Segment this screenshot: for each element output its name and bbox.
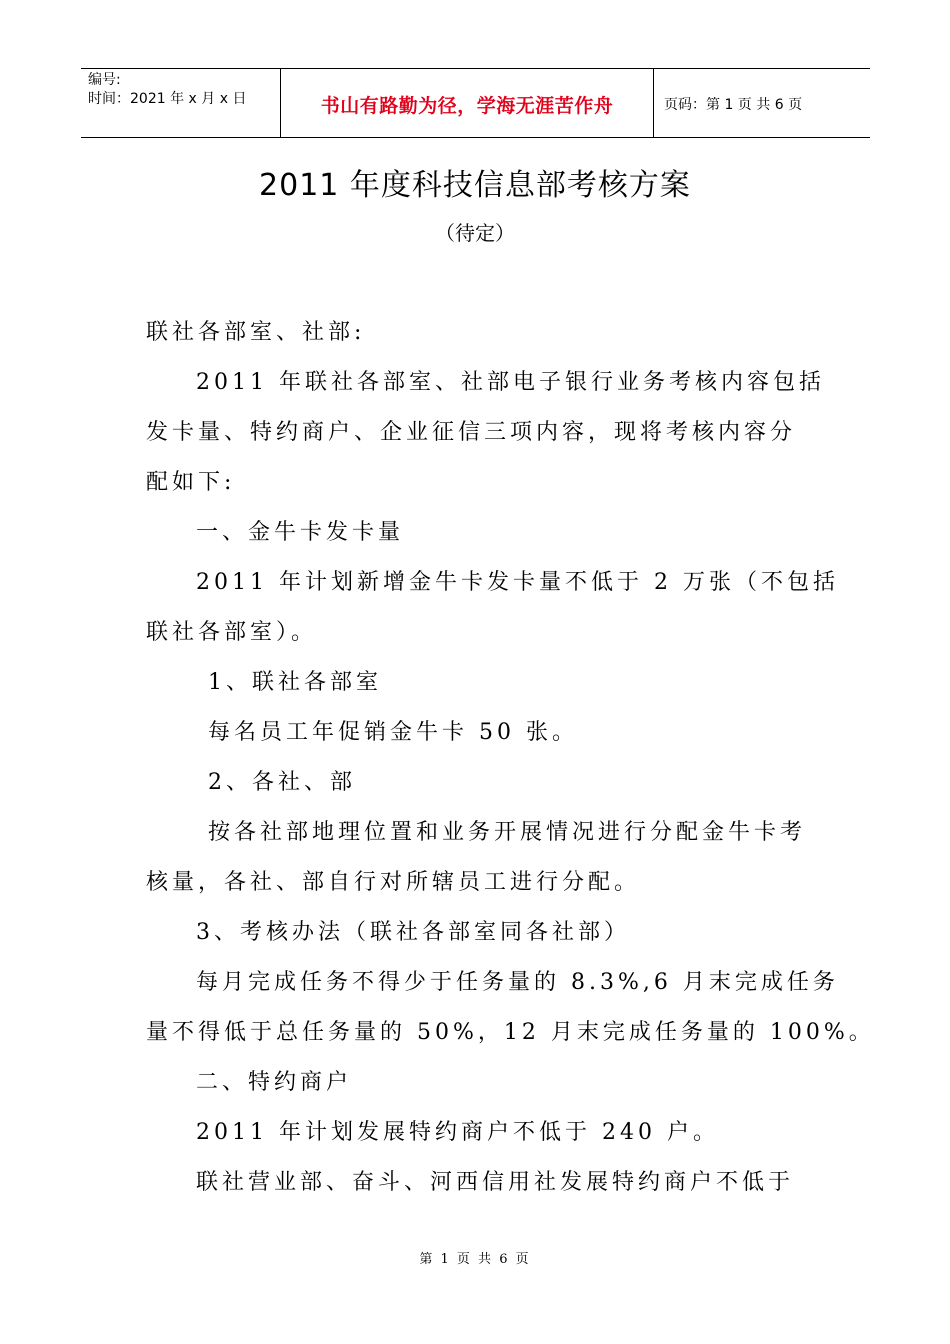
body-line: 联社各部室）。: [146, 620, 318, 645]
serial-number-label: 编号:: [88, 72, 121, 88]
body-line: 按各社部地理位置和业务开展情况进行分配金牛卡考: [208, 820, 807, 845]
subsection-heading: 2、各社、部: [208, 770, 356, 795]
document-subtitle: （待定）: [435, 221, 515, 245]
header-info-cell: [81, 69, 281, 137]
header-page-cell: [654, 69, 870, 137]
subsection-heading: 1、联社各部室: [208, 670, 382, 695]
document-title: 2011 年度科技信息部考核方案: [259, 168, 691, 203]
body-line: 2011 年联社各部室、社部电子银行业务考核内容包括: [196, 370, 825, 395]
body-line: 2011 年计划新增金牛卡发卡量不低于 2 万张（不包括: [196, 570, 839, 595]
body-line: 发卡量、特约商户、企业征信三项内容，现将考核内容分: [146, 420, 797, 445]
subsection-heading: 3、考核办法（联社各部室同各社部）: [196, 920, 630, 945]
body-line: 联社营业部、奋斗、河西信用社发展特约商户不低于: [196, 1170, 795, 1195]
page-footer: 第 1 页 共 6 页: [419, 1252, 531, 1267]
motto-text: 书山有路勤为径，学海无涯苦作舟: [320, 94, 614, 117]
date-line: 时间：2021 年 x 月 x 日: [88, 91, 247, 107]
body-line: 核量，各社、部自行对所辖员工进行分配。: [146, 870, 641, 895]
body-line: 量不得低于总任务量的 50%，12 月末完成任务量的 100%。: [146, 1020, 875, 1045]
header-motto-cell: [281, 69, 654, 137]
page-info: 页码：第 1 页 共 6 页: [664, 97, 803, 113]
header-table: [81, 68, 870, 138]
salutation-line: 联社各部室、社部:: [146, 320, 366, 345]
body-line: 配如下:: [146, 470, 236, 495]
body-line: 每月完成任务不得少于任务量的 8.3%,6 月末完成任务: [196, 970, 839, 995]
section-heading-2: 二、特约商户: [196, 1070, 353, 1095]
body-line: 2011 年计划发展特约商户不低于 240 户。: [196, 1120, 719, 1145]
body-line: 每名员工年促销金牛卡 50 张。: [208, 720, 578, 745]
section-heading-1: 一、金牛卡发卡量: [196, 520, 405, 545]
